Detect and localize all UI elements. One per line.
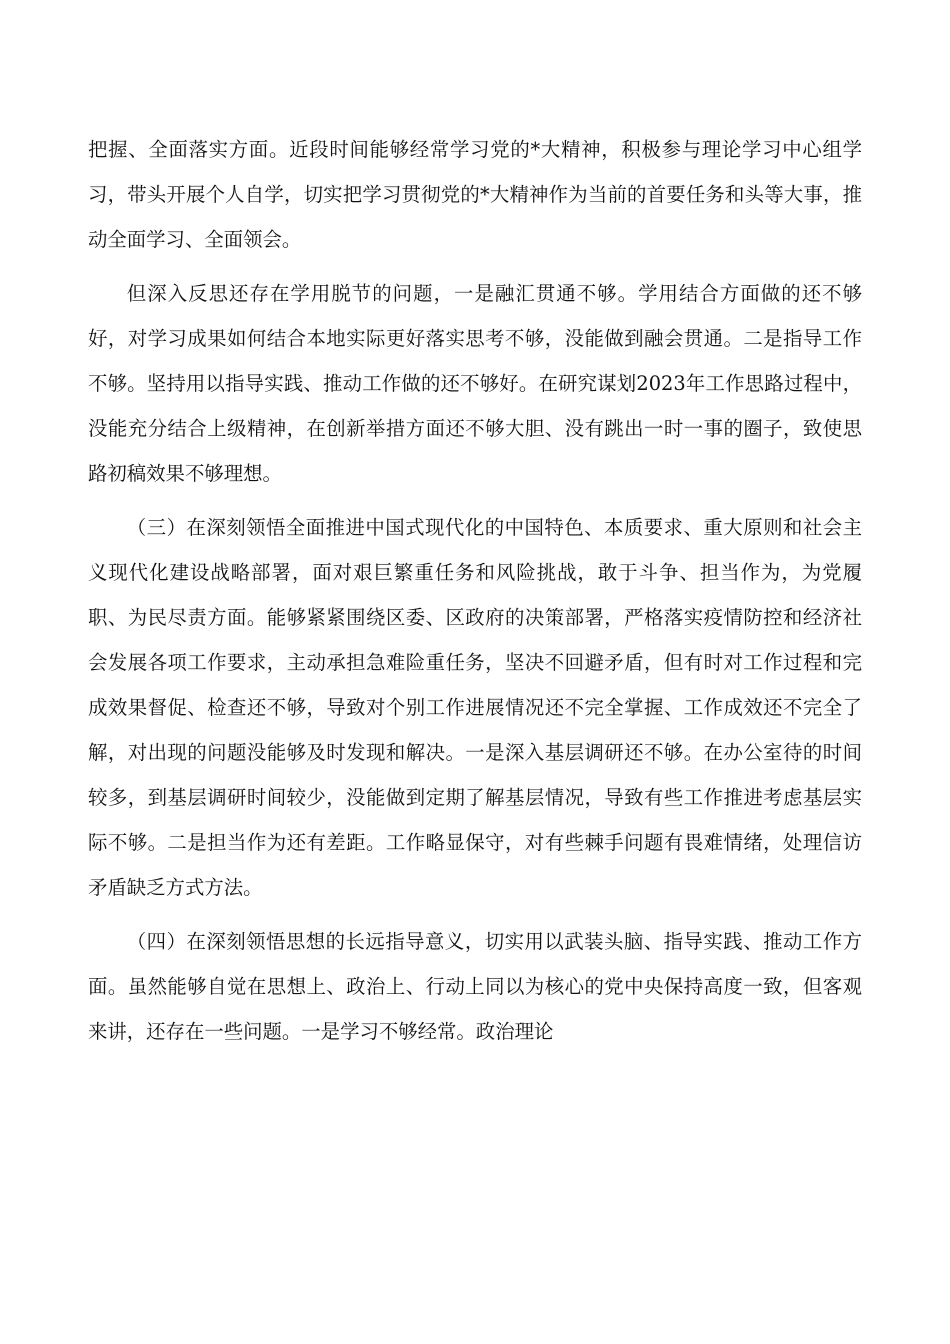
paragraph-2: 但深入反思还存在学用脱节的问题，一是融汇贯通不够。学用结合方面做的还不够好，对学习成果如何结合本地实际更好落实思考不够，没能做到融会贯通。二是指导工作不够。坚持用以指导实践、推动工作做的还不够好。在研究谋划2023年工作思路过程中，没能充分结合上级精神，在创新举措方面还不够大胆、没有跳出一时一事的圈子，致使思路初稿效果不够理想。	[88, 282, 862, 485]
paragraph-1: 把握、全面落实方面。近段时间能够经常学习党的*大精神，积极参与理论学习中心组学习，带头开展个人自学，切实把学习贯彻党的*大精神作为当前的首要任务和头等大事，推动全面学习、全面领会。	[88, 138, 862, 251]
paragraph-4: （四）在深刻领悟思想的长远指导意义，切实用以武装头脑、指导实践、推动工作方面。虽然能够自觉在思想上、政治上、行动上同以为核心的党中央保持高度一致，但客观来讲，还存在一些问题。一是学习不够经常。政治理论	[88, 930, 862, 1043]
paragraph-3: （三）在深刻领悟全面推进中国式现代化的中国特色、本质要求、重大原则和社会主义现代化建设战略部署，面对艰巨繁重任务和风险挑战，敢于斗争、担当作为，为党履职、为民尽责方面。能够紧紧围绕区委、区政府的决策部署，严格落实疫情防控和经济社会发展各项工作要求，主动承担急难险重任务，坚决不回避矛盾，但有时对工作过程和完成效果督促、检查还不够，导致对个别工作进展情况还不完全掌握、工作成效还不完全了解，对出现的问题没能够及时发现和解决。一是深入基层调研还不够。在办公室待的时间较多，到基层调研时间较少，没能做到定期了解基层情况，导致有些工作推进考虑基层实际不够。二是担当作为还有差距。工作略显保守，对有些棘手问题有畏难情绪，处理信访矛盾缺乏方式方法。	[88, 516, 862, 899]
document-body	[88, 127, 862, 1063]
